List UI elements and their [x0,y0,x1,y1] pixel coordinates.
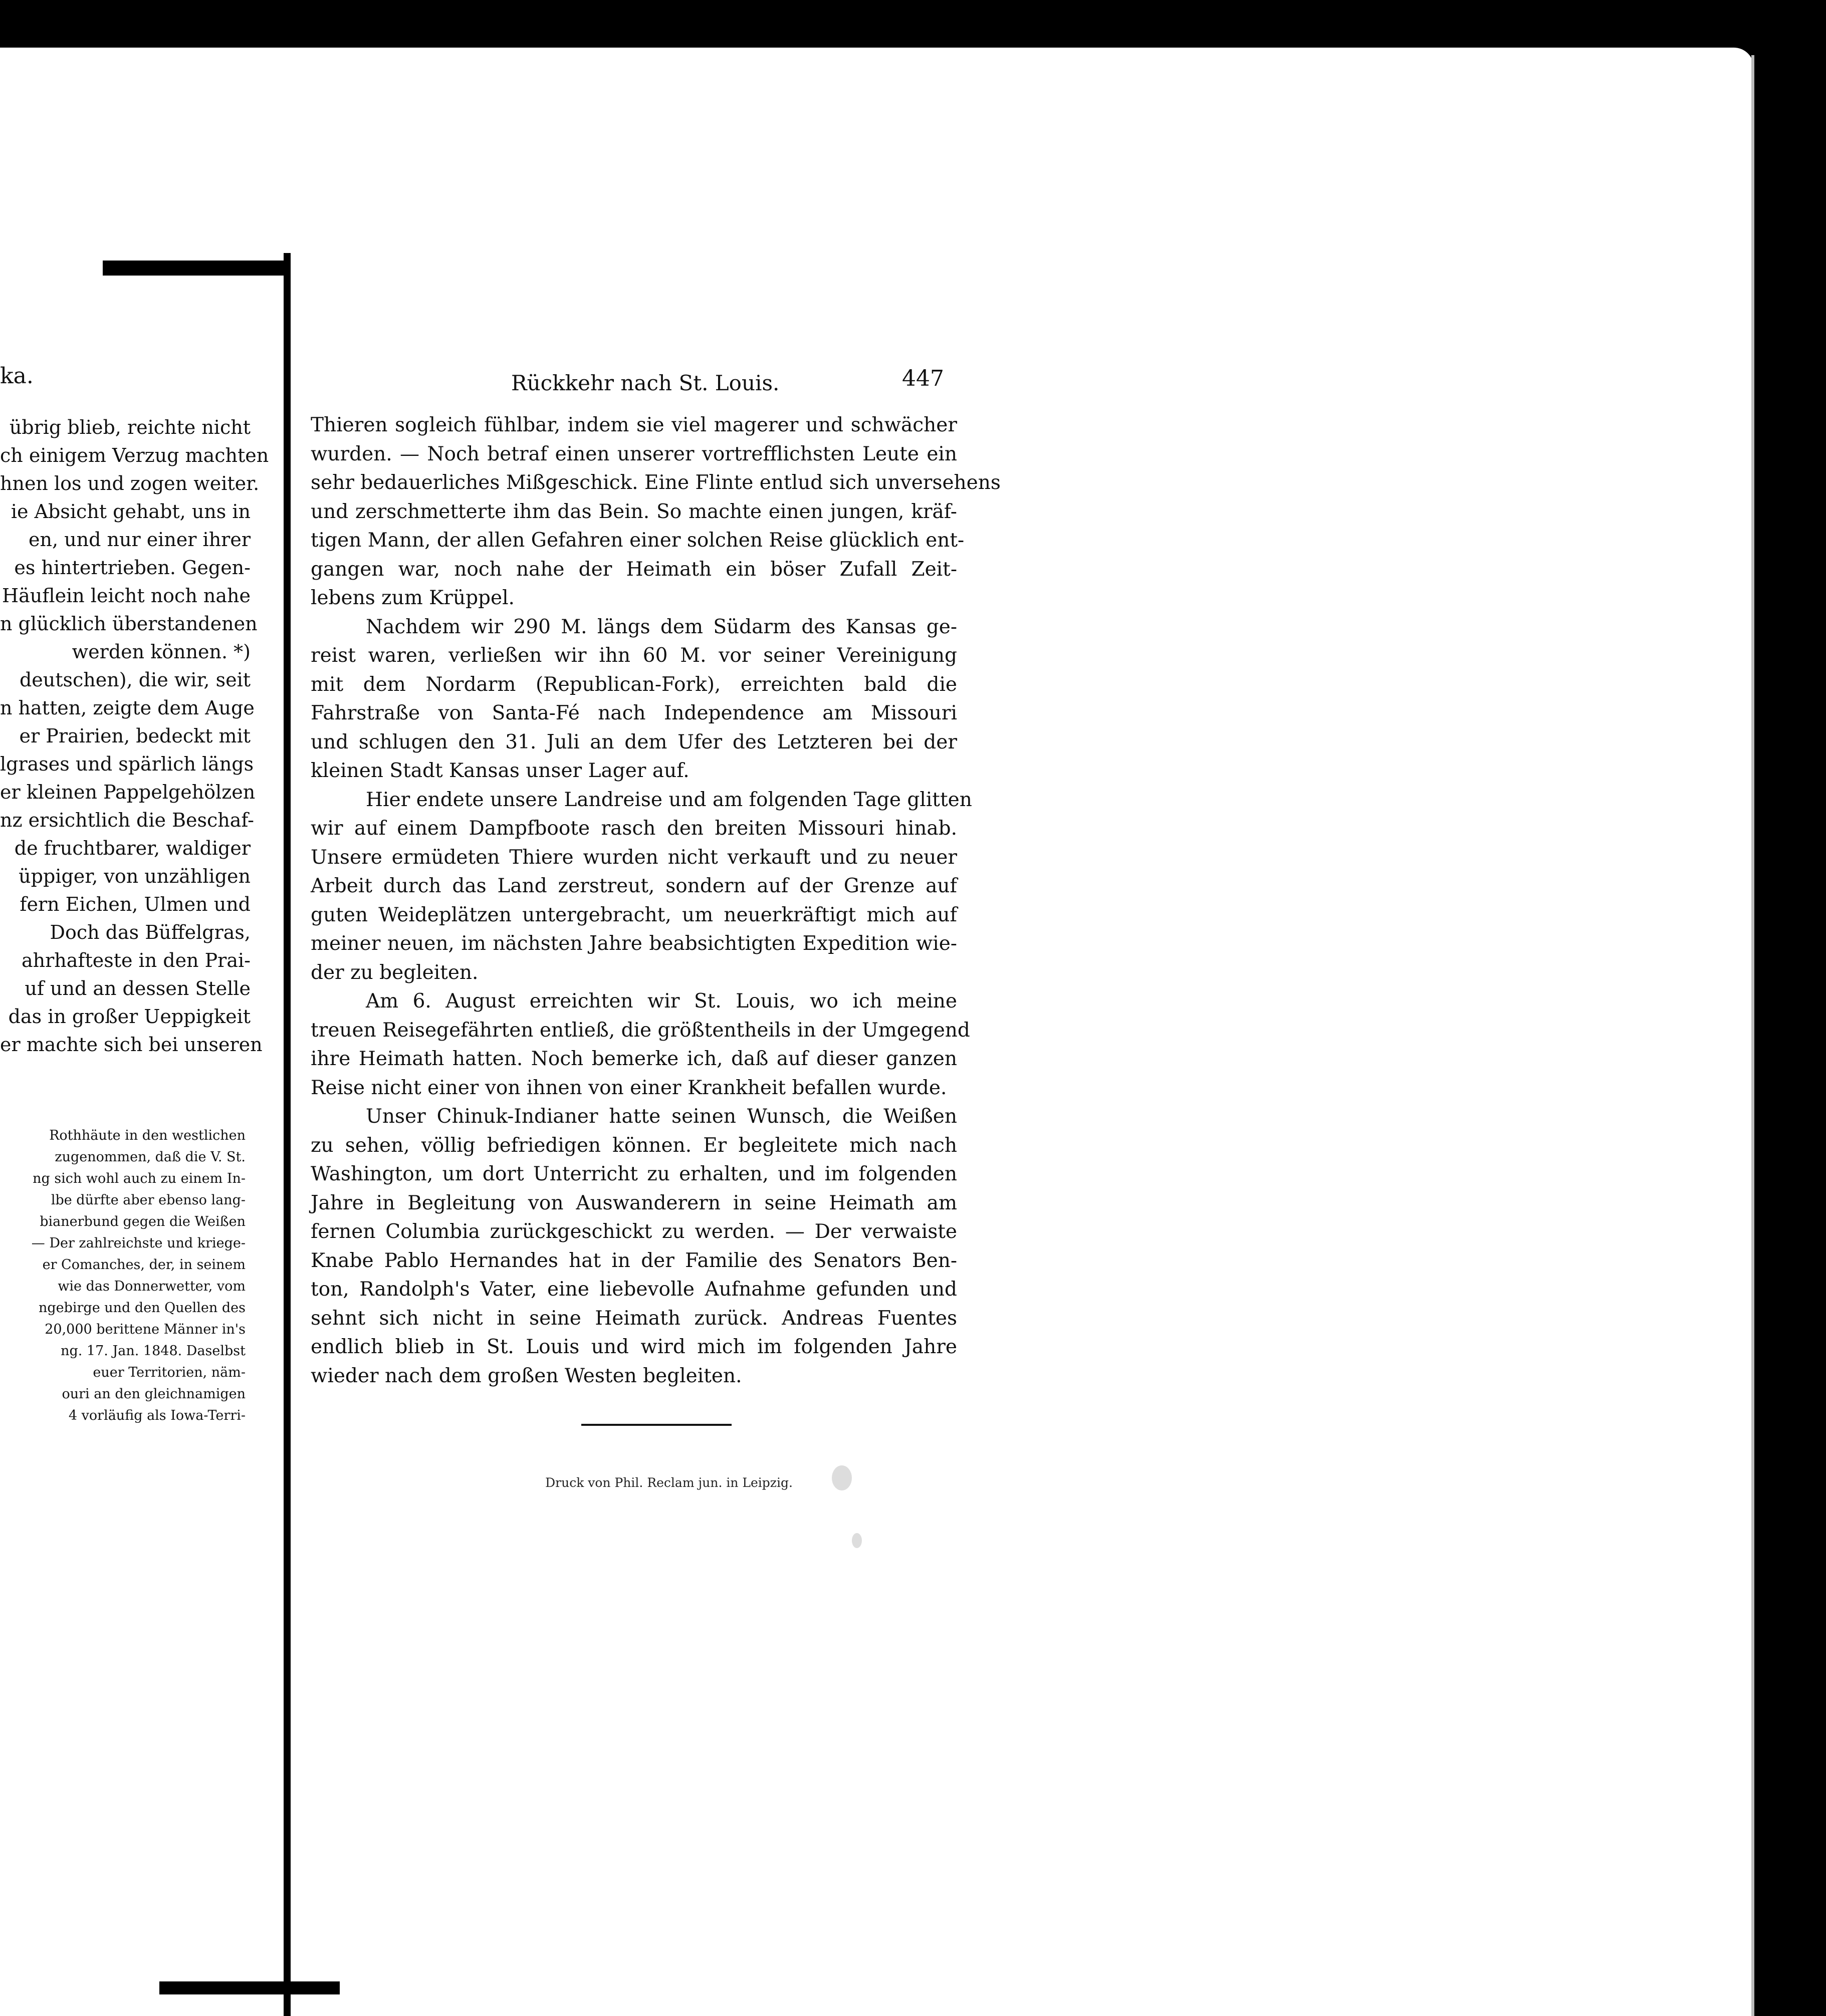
text-line: und schlugen den 31. Juli an dem Ufer des Letzteren bei der [311,730,957,753]
text-line: Fahrstraße von Santa-Fé nach Independence am Missouri [311,702,957,724]
page-number: 447 [902,366,944,391]
prev-page-line: n glücklich überstandenen [0,613,258,635]
text-line: Knabe Pablo Hernandes hat in der Familie des Senators Ben- [311,1249,957,1272]
text-line: Thieren sogleich fühlbar, indem sie viel magerer und schwächer [311,414,957,436]
prev-page-line: en, und nur einer ihrer [29,529,251,551]
prev-page-note-line: ouri an den gleichnamigen [62,1386,246,1402]
prev-page-note-line: — Der zahlreichste und kriege- [31,1235,246,1251]
prev-page-note-line: wie das Donnerwetter, vom [58,1279,246,1294]
text-line: fernen Columbia zurückgeschickt zu werden. — Der verwaiste [311,1220,957,1243]
text-line: kleinen Stadt Kansas unser Lager auf. [311,760,690,782]
prev-page-bottom-bar [159,1981,340,1994]
text-line: Unsere ermüdeten Thiere wurden nicht verkauft und zu neuer [311,846,957,869]
text-line: mit dem Nordarm (Republican-Fork), erreichten bald die [311,673,957,696]
text-line: tigen Mann, der allen Gefahren einer solchen Reise glücklich ent- [311,529,965,552]
paragraph [311,613,957,786]
prev-page-running-head: ka. [0,363,34,389]
text-line: Reise nicht einer von ihnen von einer Krankheit befallen wurde. [311,1076,947,1099]
prev-page-note-line: Rothhäute in den westlichen [49,1128,246,1143]
scan-speck [832,1465,852,1490]
prev-page-line: es hintertrieben. Gegen- [14,557,251,579]
prev-page-right-bar-shadow [291,253,303,2016]
text-line: sehnt sich nicht in seine Heimath zurück. Andreas Fuentes [311,1307,957,1330]
prev-page-line: uf und an dessen Stelle [25,977,251,999]
prev-page-line: ahrhafteste in den Prai- [21,949,251,971]
text-line: Arbeit durch das Land zerstreut, sondern auf der Grenze auf [311,875,957,897]
text-line: meiner neuen, im nächsten Jahre beabsichtigten Expedition wie- [311,932,957,955]
paragraph [311,1102,957,1390]
prev-page-line: deutschen), die wir, seit [19,669,251,691]
text-line: endlich blieb in St. Louis und wird mich im folgenden Jahre [311,1336,957,1358]
prev-page-top-bar [103,261,286,276]
prev-page-line: n hatten, zeigte dem Auge [0,697,255,719]
prev-page-note-line: ngebirge und den Quellen des [38,1300,246,1316]
prev-page-line: fern Eichen, Ulmen und [20,893,251,915]
prev-page-right-bar [284,253,291,2016]
prev-page-note-line: 20,000 berittene Männer in's [45,1322,246,1337]
paragraph [311,411,1001,613]
prev-page-line: werden können. *) [72,641,251,663]
prev-page-line: er machte sich bei unseren [0,1034,263,1056]
paragraph [311,987,970,1102]
scan-speck [852,1533,862,1548]
paper-edge [1751,55,1754,2016]
text-line: guten Weideplätzen untergebracht, um neuerkräftigt mich auf [311,903,957,926]
prev-page-note-line: er Comanches, der, in seinem [42,1257,246,1273]
prev-page-line: Häuflein leicht noch nahe [2,585,251,607]
right-border-rule [1788,48,1799,2016]
printer-imprint: Druck von Phil. Reclam jun. in Leipzig. [545,1475,793,1490]
paragraph [311,786,972,987]
prev-page-line: ch einigem Verzug machten [0,444,269,466]
prev-page-line: er kleinen Pappelgehölzen [0,781,256,803]
book-page [311,351,1001,1854]
text-line: lebens zum Krüppel. [311,587,515,609]
text-line: und zerschmetterte ihm das Bein. So machte einen jungen, kräf- [311,500,957,523]
prev-page-line: Doch das Büffelgras, [50,921,251,943]
prev-page-line: lgrases und spärlich längs [0,753,254,775]
prev-page-body [0,413,269,1059]
text-line: Nachdem wir 290 M. längs dem Südarm des Kansas ge- [366,615,957,638]
body-text [311,411,1001,1390]
prev-page-note-line: bianerbund gegen die Weißen [40,1214,246,1229]
text-line: Unser Chinuk-Indianer hatte seinen Wunsch, die Weißen [366,1105,957,1128]
text-line: Jahre in Begleitung von Auswanderern in seine Heimath am [311,1191,957,1214]
prev-page-note-line: ng sich wohl auch zu einem In- [33,1171,246,1186]
text-line: der zu begleiten. [311,961,479,984]
prev-page-note-line: zugenommen, daß die V. St. [55,1149,246,1165]
prev-page-note-line: euer Territorien, näm- [93,1365,246,1380]
prev-page-footnotes [0,1125,246,1426]
end-rule [581,1424,732,1426]
prev-page-line: er Prairien, bedeckt mit [19,725,251,747]
prev-page-line: de fruchtbarer, waldiger [14,837,251,859]
text-line: Am 6. August erreichten wir St. Louis, wo ich meine [366,990,957,1013]
prev-page-note-line: lbe dürfte aber ebenso lang- [51,1192,246,1208]
text-line: wurden. — Noch betraf einen unserer vortrefflichsten Leute ein [311,442,957,465]
prev-page-note-line: ng. 17. Jan. 1848. Daselbst [61,1343,246,1359]
text-line: Washington, um dort Unterricht zu erhalten, und im folgenden [311,1163,957,1185]
text-line: ton, Randolph's Vater, eine liebevolle Aufnahme gefunden und [311,1278,957,1301]
text-line: wir auf einem Dampfboote rasch den breiten Missouri hinab. [311,817,957,840]
text-line: wieder nach dem großen Westen begleiten. [311,1364,742,1387]
prev-page-line: das in großer Ueppigkeit [8,1005,251,1028]
text-line: treuen Reisegefährten entließ, die größtentheils in der Umgegend [311,1019,970,1042]
prev-page-line: üppiger, von unzähligen [19,865,251,887]
prev-page-line: nz ersichtlich die Beschaf- [0,809,254,831]
prev-page-line: übrig blieb, reichte nicht [9,416,251,438]
text-line: zu sehen, völlig befriedigen können. Er begleitete mich nach [311,1134,957,1157]
text-line: Hier endete unsere Landreise und am folgenden Tage glitten [366,788,972,811]
prev-page-line: hnen los und zogen weiter. [0,472,260,494]
prev-page-line: ie Absicht gehabt, uns in [11,500,251,523]
text-line: sehr bedauerliches Mißgeschick. Eine Flinte entlud sich unversehens [311,471,1001,494]
running-title: Rückkehr nach St. Louis. [511,371,780,395]
text-line: ihre Heimath hatten. Noch bemerke ich, daß auf dieser ganzen [311,1048,957,1070]
text-line: gangen war, noch nahe der Heimath ein böser Zufall Zeit- [311,558,957,581]
text-line: reist waren, verließen wir ihn 60 M. vor seiner Vereinigung [311,644,957,667]
prev-page-note-line: 4 vorläufig als Iowa-Terri- [68,1408,246,1423]
